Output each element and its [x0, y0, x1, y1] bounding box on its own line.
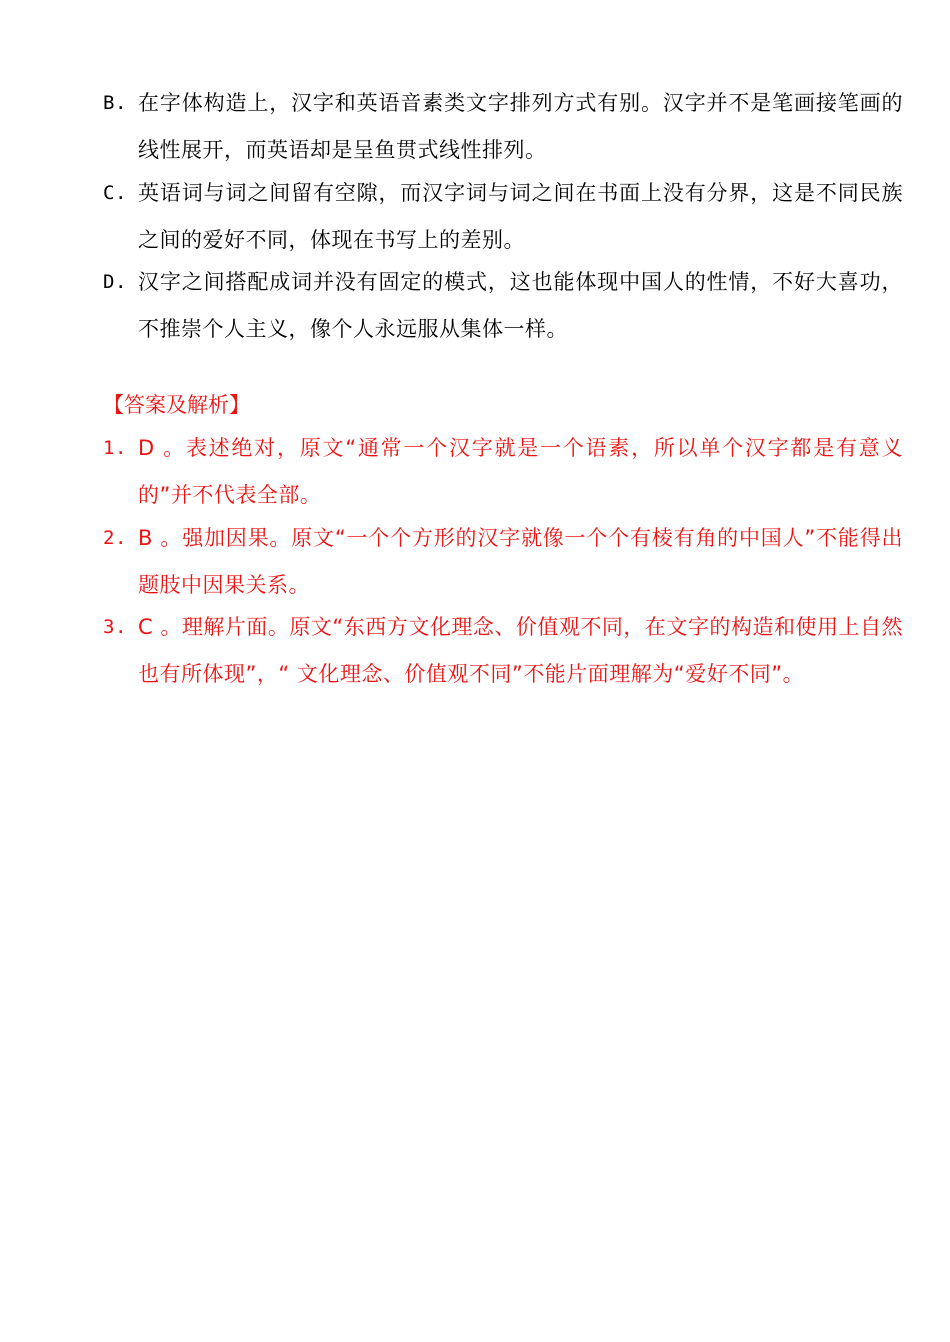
- answer-text: D 。表述绝对，原文“通常一个汉字就是一个语素，所以单个汉字都是有意义的”并不代表全部。: [138, 436, 903, 507]
- answer-1: [103, 425, 903, 519]
- answer-3: [103, 604, 903, 698]
- answer-marker: 1.: [103, 437, 127, 459]
- option-d: [103, 259, 903, 353]
- answer-marker: 2.: [103, 527, 127, 549]
- option-b: [103, 80, 903, 174]
- answers-heading: 【答案及解析】: [103, 393, 250, 417]
- option-marker: C.: [103, 182, 127, 204]
- option-text: 汉字之间搭配成词并没有固定的模式，这也能体现中国人的性情，不好大喜功，不推崇个人主义，像个人永远服从集体一样。: [138, 270, 903, 341]
- answer-text: B 。强加因果。原文“一个个方形的汉字就像一个个有棱有角的中国人”不能得出题肢中因果关系。: [138, 526, 903, 597]
- option-text: 英语词与词之间留有空隙，而汉字词与词之间在书面上没有分界，这是不同民族之间的爱好不同，体现在书写上的差别。: [138, 181, 903, 252]
- option-marker: B.: [103, 92, 127, 114]
- answer-2: [103, 515, 903, 609]
- option-text: 在字体构造上，汉字和英语音素类文字排列方式有别。汉字并不是笔画接笔画的线性展开，而英语却是呈鱼贯式线性排列。: [138, 91, 903, 162]
- option-marker: D.: [103, 271, 127, 293]
- answer-marker: 3.: [103, 616, 127, 638]
- option-c: [103, 170, 903, 264]
- answer-text: C 。理解片面。原文“东西方文化理念、价值观不同，在文字的构造和使用上自然也有所体现”，“ 文化理念、价值观不同”不能片面理解为“爱好不同”。: [138, 615, 903, 686]
